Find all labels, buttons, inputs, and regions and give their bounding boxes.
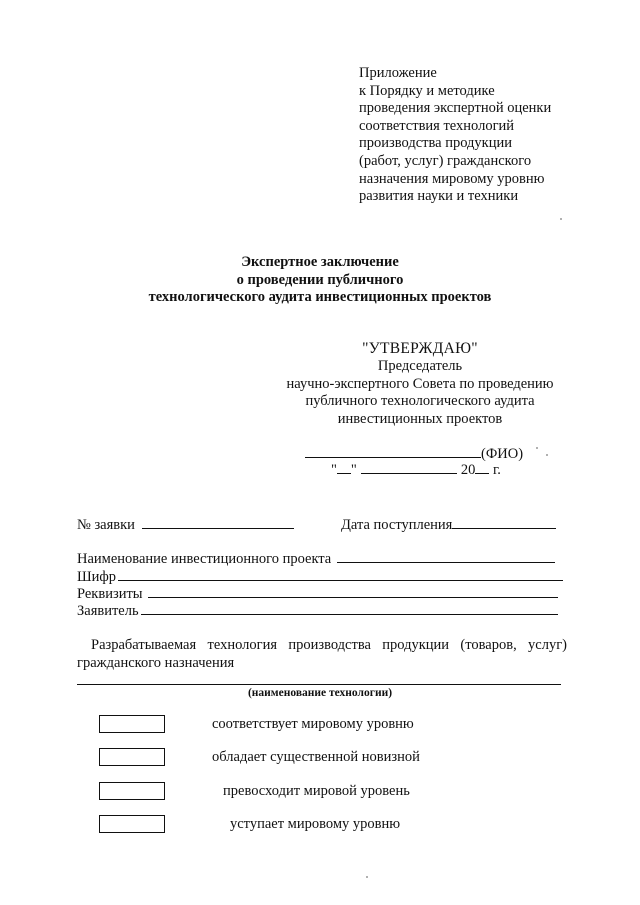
approval-line: инвестиционных проектов <box>337 410 503 427</box>
document-title <box>0 254 640 307</box>
option-row <box>99 782 459 802</box>
scan-speck <box>560 218 562 220</box>
option-label: превосходит мировой уровень <box>223 783 410 799</box>
received-date-row <box>341 514 556 534</box>
option-checkbox[interactable] <box>99 748 165 766</box>
code-label: Шифр <box>77 569 117 585</box>
requisites-label: Реквизиты <box>77 586 143 602</box>
year-blank[interactable] <box>475 460 489 474</box>
option-label: обладает существенной новизной <box>212 749 420 765</box>
approval-position: Председатель <box>377 358 463 375</box>
approval-line: публичного технологического аудита <box>305 393 535 410</box>
applicant-row <box>77 600 558 620</box>
technology-caption: (наименование технологии) <box>247 687 393 699</box>
applicant-label: Заявитель <box>77 603 139 619</box>
year-prefix: 20 <box>460 462 476 478</box>
option-row <box>99 815 459 835</box>
code-field[interactable] <box>118 566 563 581</box>
application-number-field[interactable] <box>142 514 294 529</box>
application-number-row <box>77 514 294 534</box>
title-line: Экспертное заключение <box>241 254 399 270</box>
appendix-line: к Порядку и методике <box>359 82 495 99</box>
appendix-line: развития науки и техники <box>359 188 519 205</box>
approval-line: научно-экспертного Совета по проведению <box>286 375 554 392</box>
title-line: о проведении публичного <box>236 271 404 288</box>
appendix-line: назначения мировому уровню <box>359 170 545 187</box>
approval-date-line <box>331 460 501 479</box>
option-label: соответствует мировому уровню <box>212 716 414 732</box>
quote-open: " <box>331 462 337 478</box>
appendix-line: соответствия технологий <box>359 117 515 134</box>
scan-speck <box>536 447 538 449</box>
requisites-field[interactable] <box>148 583 558 598</box>
fio-label: (ФИО) <box>481 446 524 462</box>
project-name-label: Наименование инвестиционного проекта <box>77 551 332 567</box>
appendix-note <box>359 65 589 206</box>
project-name-row <box>77 548 555 568</box>
approval-stamp: "УТВЕРЖДАЮ" <box>362 340 478 357</box>
year-suffix: г. <box>492 462 501 478</box>
option-row <box>99 715 459 735</box>
day-blank[interactable] <box>337 460 351 474</box>
option-checkbox[interactable] <box>99 815 165 833</box>
title-line: технологического аудита инвестиционных проектов <box>148 289 492 305</box>
option-label: уступает мировому уровню <box>230 816 401 832</box>
technology-paragraph: Разрабатываемая технология производства продукции (товаров, услуг) гражданского назначения <box>77 637 567 671</box>
approval-block <box>270 340 570 428</box>
received-date-field[interactable] <box>452 514 556 529</box>
option-row <box>99 748 459 768</box>
technology-name-field[interactable] <box>77 684 561 685</box>
appendix-line: проведения экспертной оценки <box>359 100 552 117</box>
signature-blank[interactable] <box>305 444 481 458</box>
appendix-line: Приложение <box>359 65 437 81</box>
month-blank[interactable] <box>361 460 457 474</box>
application-number-label: № заявки <box>77 517 135 533</box>
applicant-field[interactable] <box>141 600 558 615</box>
received-date-label: Дата поступления <box>341 517 453 533</box>
project-name-field[interactable] <box>337 548 555 563</box>
scan-speck <box>366 876 368 878</box>
quote-close: " <box>350 462 357 478</box>
option-checkbox[interactable] <box>99 715 165 733</box>
appendix-line: производства продукции <box>359 135 512 152</box>
scan-speck <box>546 454 548 456</box>
option-checkbox[interactable] <box>99 782 165 800</box>
appendix-line: (работ, услуг) гражданского <box>359 152 532 169</box>
